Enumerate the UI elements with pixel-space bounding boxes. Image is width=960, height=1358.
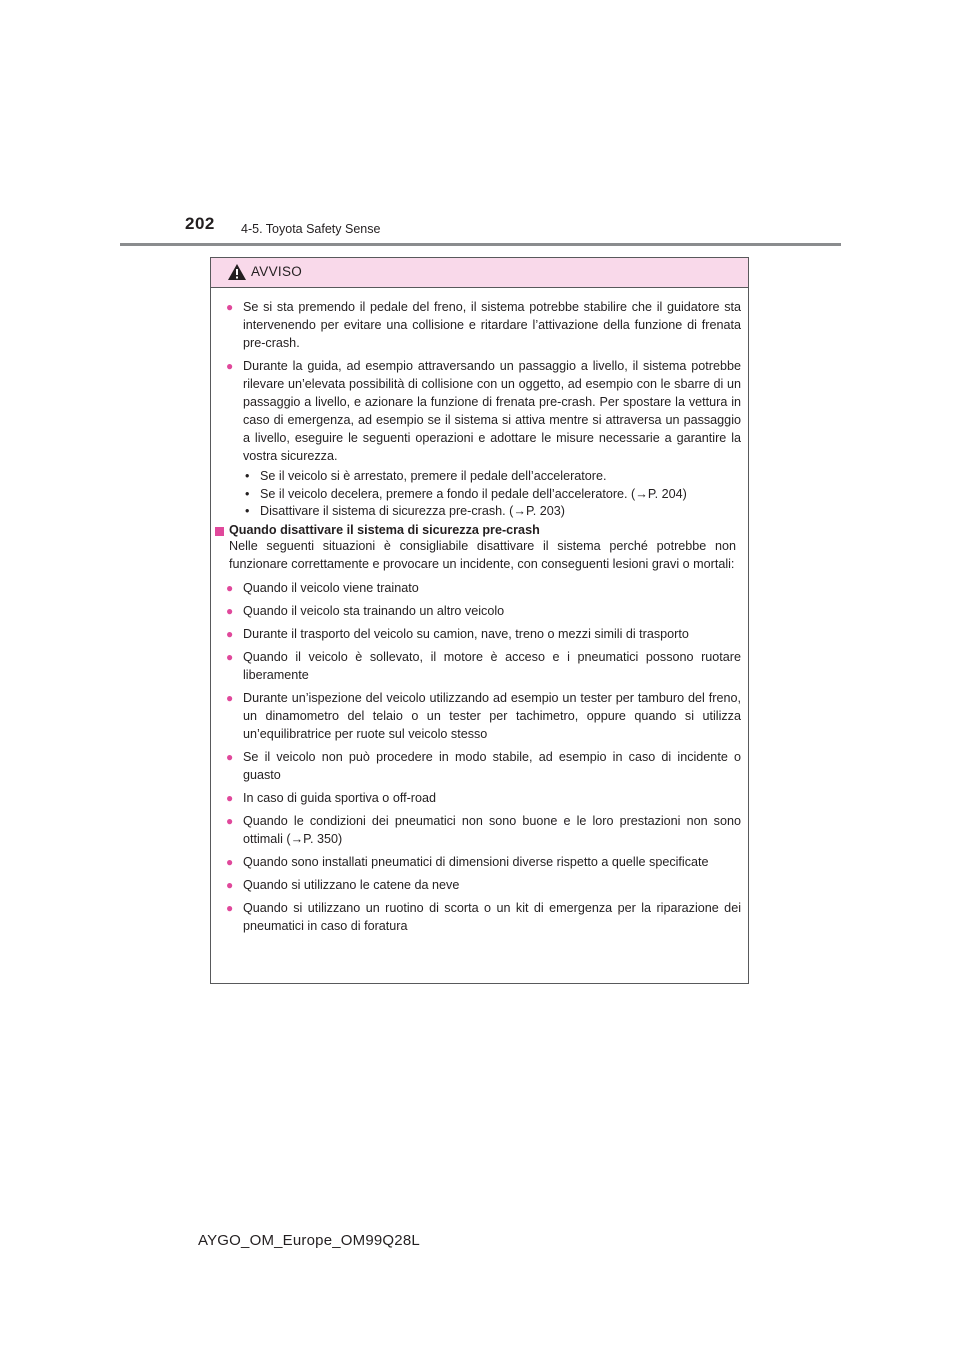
bullet-dot-icon: ● <box>226 854 234 869</box>
bullet-dot-icon: ● <box>226 690 234 705</box>
warning-header <box>211 258 748 288</box>
condition-item: ● Quando il veicolo è sollevato, il motore è acceso e i pneumatici possono ruotare liberamente <box>226 649 741 682</box>
bullet-dot-icon: ● <box>226 790 234 805</box>
condition-item: ● Quando sono installati pneumatici di dimensioni diverse rispetto a quelle specificate <box>226 854 709 869</box>
bullet-dot-icon: ● <box>226 580 234 595</box>
bullet-dot-icon: ● <box>226 300 234 314</box>
section-heading-title: Quando disattivare il sistema di sicurezza pre-crash <box>229 522 540 537</box>
condition-item: ● Quando si utilizzano le catene da neve <box>226 877 460 892</box>
warning-item: ● Se si sta premendo il pedale del freno, il sistema potrebbe stabilire che il guidatore sta intervenendo per evitare una collisione e ritardare l’attivazione della funzione di frenata pre-crash. <box>226 300 741 350</box>
section-intro: Nelle seguenti situazioni è consigliabile disattivare il sistema perché potrebbe non funzionare correttamente e provocare un incidente, con conseguenti lesioni gravi o mortali: <box>229 538 736 571</box>
condition-item: ● Durante un’ispezione del veicolo utilizzando ad esempio un tester per tamburo del freno, un dinamometro del telaio o un tester per tachimetro, oppure quando si utilizza un’equilibratrice per ruote sul veicolo stesso <box>226 690 741 741</box>
bullet-dot-icon: ● <box>226 813 234 828</box>
bullet-dot-icon: ● <box>226 359 234 373</box>
condition-item: ● Quando si utilizzano un ruotino di scorta o un kit di emergenza per la riparazione dei pneumatici in caso di foratura <box>226 900 741 933</box>
condition-item: ● Se il veicolo non può procedere in modo stabile, ad esempio in caso di incidente o guasto <box>226 749 741 782</box>
warning-box <box>210 257 749 984</box>
page-number: 202 <box>185 214 215 233</box>
sub-item: • Disattivare il sistema di sicurezza pre-crash. (→P. 203) <box>245 504 565 518</box>
bullet-dot-icon: ● <box>226 603 234 618</box>
warning-content <box>211 288 748 935</box>
bullet-dot-icon: ● <box>226 626 234 641</box>
sub-list <box>243 468 741 521</box>
bullet-dot-icon: ● <box>226 749 234 764</box>
condition-item: ● In caso di guida sportiva o off-road <box>226 790 436 805</box>
condition-item: ● Quando il veicolo sta trainando un altro veicolo <box>226 603 505 618</box>
bullet-dot-icon: ● <box>226 877 234 892</box>
sub-item: • Se il veicolo si è arrestato, premere il pedale dell’acceleratore. <box>245 469 607 483</box>
section-heading <box>215 524 741 579</box>
warning-triangle-icon <box>227 263 247 281</box>
bullet-dot-icon: ● <box>226 649 234 664</box>
warning-item: ● Durante la guida, ad esempio attraversando un passaggio a livello, il sistema potrebbe rilevare un’elevata possibilità di collisione con un oggetto, ad esempio con le sbarre di un passaggio a livello, e azionare la funzione di frenata pre-crash. Per spostare la vettura in caso di emergenza, ad esempio se il sistema si attiva mentre si attraversa un passaggio a livello, eseguire le seguenti operazioni e adottare le misure necessarie a garantire la vostra sicurezza. <box>226 359 741 463</box>
condition-item: ● Quando il veicolo viene trainato <box>226 580 419 595</box>
sub-item: • Se il veicolo decelera, premere a fondo il pedale dell’acceleratore. (→P. 204) <box>245 486 687 501</box>
warning-title: AVVISO <box>251 264 303 279</box>
square-bullet-icon <box>215 527 227 536</box>
section-title: 4-5. Toyota Safety Sense <box>241 222 381 236</box>
condition-item: ● Quando le condizioni dei pneumatici non sono buone e le loro prestazioni non sono ottimali (→P. 350) <box>226 813 741 846</box>
header-rule <box>120 243 841 246</box>
bullet-dot-icon: ● <box>226 900 234 915</box>
document-code: AYGO_OM_Europe_OM99Q28L <box>198 1232 420 1249</box>
condition-item: ● Durante il trasporto del veicolo su camion, nave, treno o mezzi simili di trasporto <box>226 626 689 641</box>
